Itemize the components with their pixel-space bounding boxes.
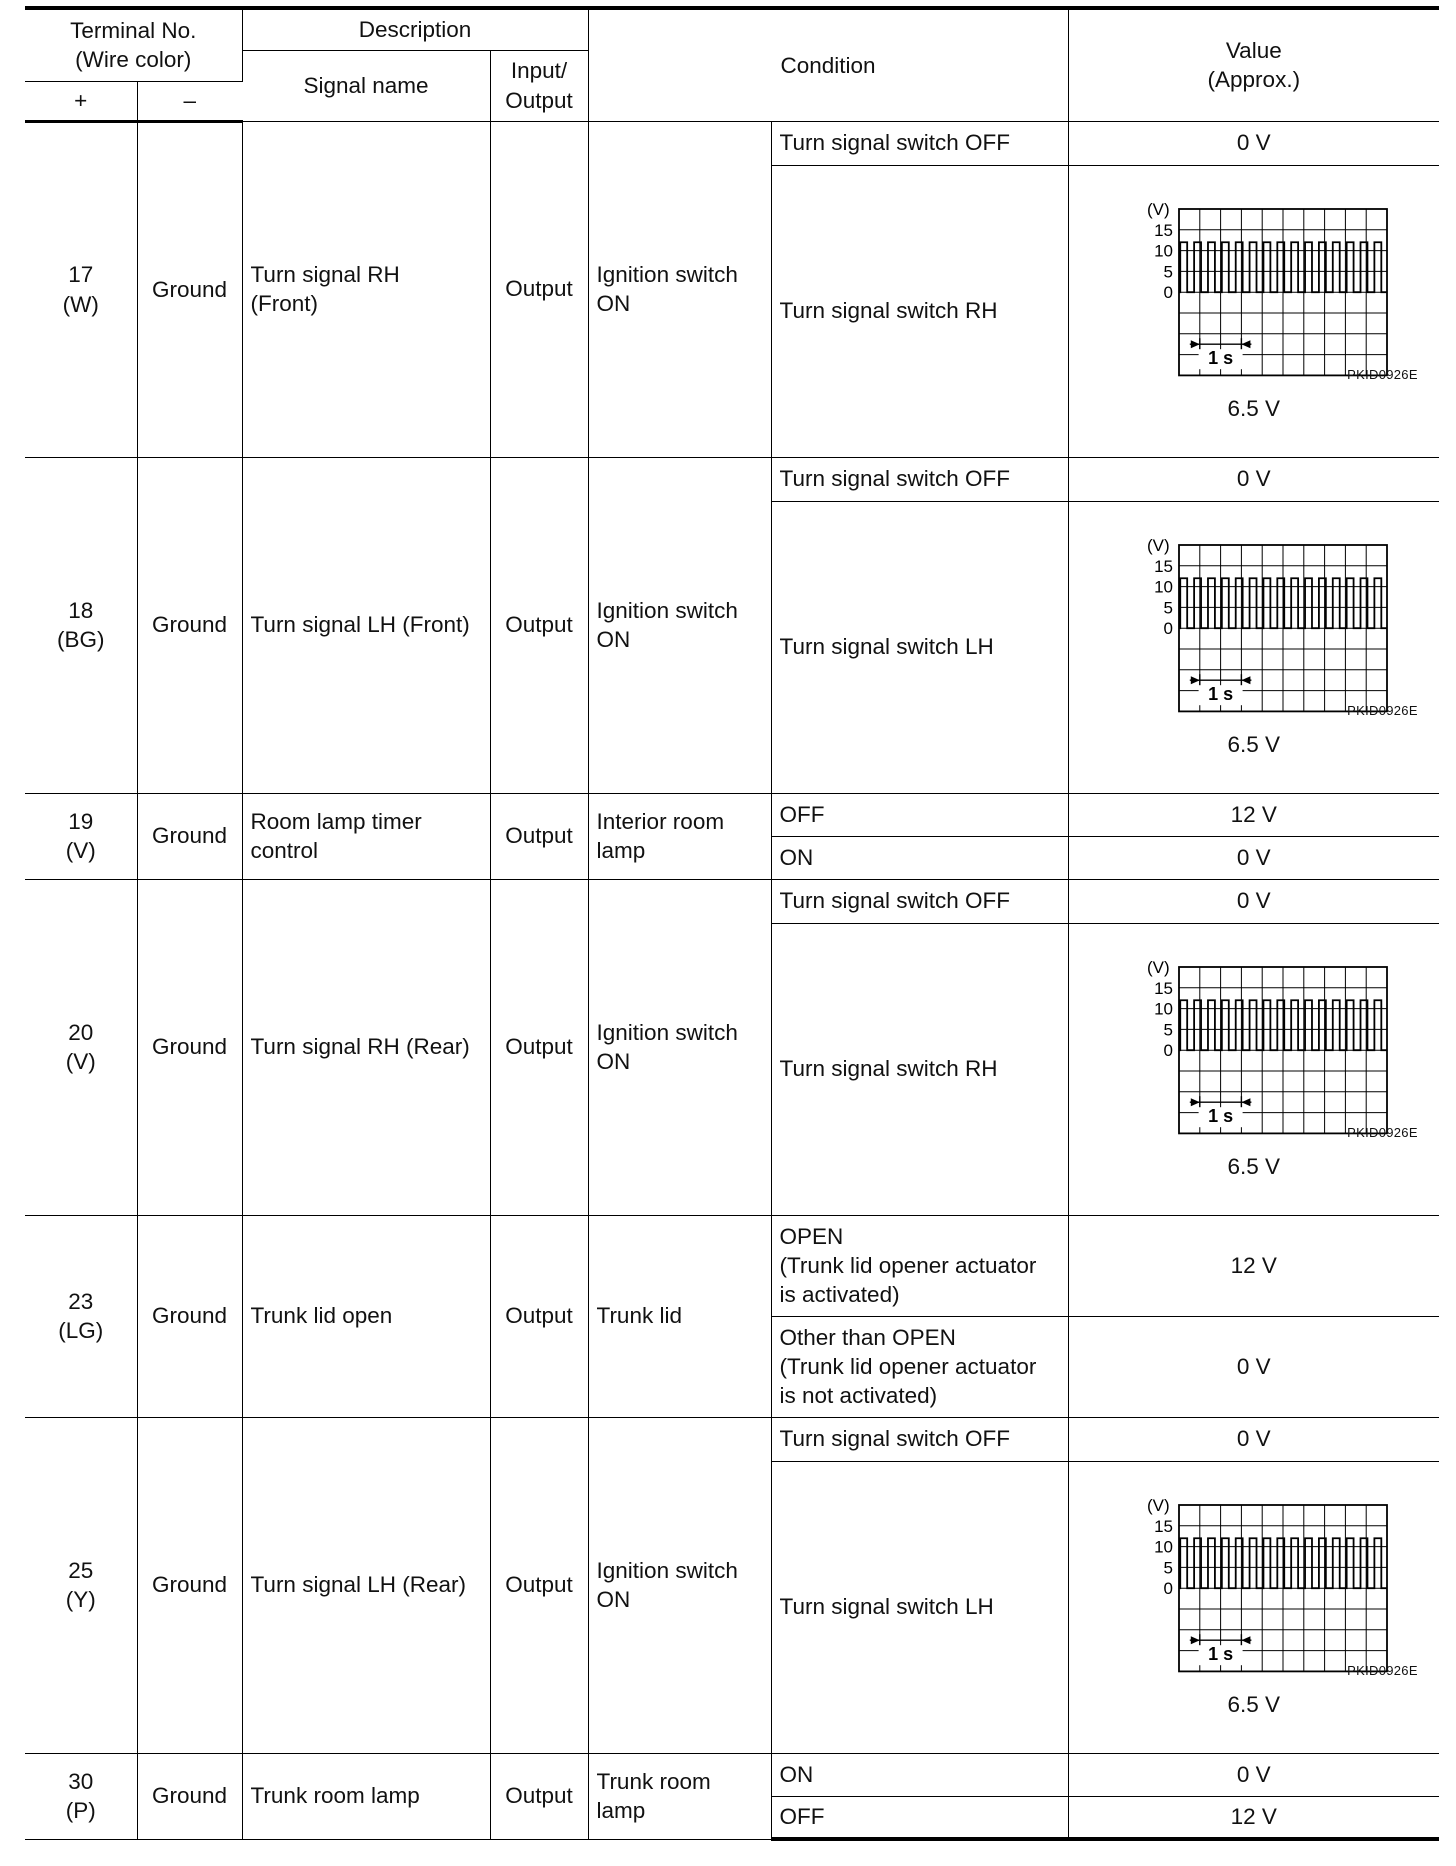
condition-detail: OFF	[771, 1796, 1068, 1839]
value-text: 6.5 V	[1227, 1691, 1281, 1717]
condition-main: Interior room lamp	[588, 793, 771, 879]
waveform-tick-label: 5	[1163, 1558, 1173, 1578]
value-text: 0 V	[1068, 1316, 1439, 1417]
condition-detail: Other than OPEN (Trunk lid opener actuator is not activated)	[771, 1316, 1068, 1417]
time-marker-arrow-right	[1241, 1636, 1250, 1644]
value-text: 12 V	[1068, 1796, 1439, 1839]
terminal-number: 18 (BG)	[25, 457, 137, 793]
waveform-figure	[1084, 535, 1424, 759]
condition-detail: Turn signal switch OFF	[771, 1417, 1068, 1461]
header-terminal-no: Terminal No. (Wire color)	[25, 8, 242, 81]
figure-code: PKID0926E	[1347, 702, 1418, 718]
condition-detail: ON	[771, 836, 1068, 879]
value-text: 12 V	[1068, 793, 1439, 836]
condition-detail: Turn signal switch OFF	[771, 457, 1068, 501]
waveform-unit: (V)	[1146, 957, 1170, 977]
time-marker-arrow-right	[1241, 340, 1250, 348]
waveform-unit: (V)	[1146, 1495, 1170, 1515]
waveform-figure	[1084, 199, 1424, 423]
time-marker-arrow-left	[1191, 676, 1200, 684]
condition-detail: Turn signal switch OFF	[771, 879, 1068, 923]
terminal-number: 25 (Y)	[25, 1417, 137, 1753]
signal-name: Turn signal LH (Front)	[242, 457, 490, 793]
signal-name: Room lamp timer control	[242, 793, 490, 879]
condition-detail: Turn signal switch LH	[771, 501, 1068, 793]
waveform-tick-label: 10	[1153, 577, 1173, 597]
waveform-tick-label: 5	[1163, 1020, 1173, 1040]
header-condition: Condition	[588, 8, 1068, 121]
waveform-cell	[1068, 1461, 1439, 1753]
waveform-tick-label: 10	[1153, 1537, 1173, 1557]
value-text: 0 V	[1068, 457, 1439, 501]
header-signal-name: Signal name	[242, 50, 490, 121]
time-scale-label: 1 s	[1207, 348, 1233, 369]
ground-terminal: Ground	[137, 1417, 242, 1753]
waveform-tick-label: 0	[1163, 619, 1173, 639]
condition-main: Ignition switch ON	[588, 1417, 771, 1753]
terminal-number: 23 (LG)	[25, 1215, 137, 1417]
signal-name: Trunk room lamp	[242, 1753, 490, 1839]
waveform-tick-label: 15	[1153, 220, 1173, 240]
time-scale-label: 1 s	[1207, 1106, 1233, 1127]
input-output: Output	[490, 457, 588, 793]
time-scale-label: 1 s	[1207, 684, 1233, 705]
value-text: 6.5 V	[1227, 1153, 1281, 1179]
waveform-chart	[1109, 957, 1399, 1137]
signal-name: Turn signal RH (Front)	[242, 121, 490, 457]
waveform-chart	[1109, 1495, 1399, 1675]
waveform-tick-label: 10	[1153, 241, 1173, 261]
value-text: 6.5 V	[1227, 395, 1281, 421]
waveform-cell	[1068, 501, 1439, 793]
document-page	[25, 6, 1439, 1856]
time-marker-arrow-right	[1241, 676, 1250, 684]
ground-terminal: Ground	[137, 793, 242, 879]
input-output: Output	[490, 1215, 588, 1417]
ground-terminal: Ground	[137, 879, 242, 1215]
waveform-figure	[1084, 1495, 1424, 1719]
value-text: 0 V	[1068, 879, 1439, 923]
terminal-number: 19 (V)	[25, 793, 137, 879]
table-row	[25, 1753, 1439, 1796]
table-row	[25, 121, 1439, 165]
input-output: Output	[490, 121, 588, 457]
input-output: Output	[490, 1753, 588, 1839]
ground-terminal: Ground	[137, 121, 242, 457]
time-marker-arrow-right	[1241, 1098, 1250, 1106]
condition-detail: Turn signal switch RH	[771, 165, 1068, 457]
waveform-tick-label: 15	[1153, 556, 1173, 576]
time-marker-arrow-left	[1191, 1098, 1200, 1106]
value-text: 0 V	[1068, 836, 1439, 879]
condition-main: Trunk lid	[588, 1215, 771, 1417]
condition-detail: OFF	[771, 793, 1068, 836]
waveform-chart	[1109, 199, 1399, 379]
condition-main: Trunk room lamp	[588, 1753, 771, 1839]
value-text: 6.5 V	[1227, 731, 1281, 757]
input-output: Output	[490, 879, 588, 1215]
signal-name: Turn signal RH (Rear)	[242, 879, 490, 1215]
table-row	[25, 879, 1439, 923]
figure-code: PKID0926E	[1347, 1662, 1418, 1678]
condition-main: Ignition switch ON	[588, 121, 771, 457]
waveform-cell	[1068, 923, 1439, 1215]
waveform-tick-label: 5	[1163, 262, 1173, 282]
waveform-unit: (V)	[1146, 535, 1170, 555]
terminal-number: 30 (P)	[25, 1753, 137, 1839]
condition-main: Ignition switch ON	[588, 457, 771, 793]
header-minus: –	[137, 81, 242, 121]
ground-terminal: Ground	[137, 457, 242, 793]
condition-detail: Turn signal switch OFF	[771, 121, 1068, 165]
signal-name: Trunk lid open	[242, 1215, 490, 1417]
value-text: 0 V	[1068, 1417, 1439, 1461]
terminal-number: 20 (V)	[25, 879, 137, 1215]
terminal-number: 17 (W)	[25, 121, 137, 457]
input-output: Output	[490, 793, 588, 879]
signal-name: Turn signal LH (Rear)	[242, 1417, 490, 1753]
time-scale-label: 1 s	[1207, 1644, 1233, 1665]
condition-detail: ON	[771, 1753, 1068, 1796]
waveform-tick-label: 5	[1163, 598, 1173, 618]
table-row	[25, 793, 1439, 836]
value-text: 12 V	[1068, 1215, 1439, 1316]
waveform-tick-label: 10	[1153, 999, 1173, 1019]
input-output: Output	[490, 1417, 588, 1753]
waveform-tick-label: 15	[1153, 978, 1173, 998]
value-text: 0 V	[1068, 1753, 1439, 1796]
waveform-cell	[1068, 165, 1439, 457]
table-row	[25, 1417, 1439, 1461]
condition-detail: OPEN (Trunk lid opener actuator is activated)	[771, 1215, 1068, 1316]
ground-terminal: Ground	[137, 1753, 242, 1839]
table-row	[25, 457, 1439, 501]
time-marker-arrow-left	[1191, 340, 1200, 348]
figure-code: PKID0926E	[1347, 366, 1418, 382]
waveform-tick-label: 0	[1163, 283, 1173, 303]
terminal-table	[25, 6, 1439, 1841]
header-description: Description	[242, 8, 588, 50]
waveform-figure	[1084, 957, 1424, 1181]
waveform-tick-label: 15	[1153, 1516, 1173, 1536]
header-plus: +	[25, 81, 137, 121]
waveform-unit: (V)	[1146, 199, 1170, 219]
waveform-tick-label: 0	[1163, 1041, 1173, 1061]
value-text: 0 V	[1068, 121, 1439, 165]
condition-detail: Turn signal switch RH	[771, 923, 1068, 1215]
time-marker-arrow-left	[1191, 1636, 1200, 1644]
condition-main: Ignition switch ON	[588, 879, 771, 1215]
condition-detail: Turn signal switch LH	[771, 1461, 1068, 1753]
waveform-tick-label: 0	[1163, 1579, 1173, 1599]
figure-code: PKID0926E	[1347, 1124, 1418, 1140]
header-value: Value (Approx.)	[1068, 8, 1439, 121]
waveform-chart	[1109, 535, 1399, 715]
header-input-output: Input/ Output	[490, 50, 588, 121]
ground-terminal: Ground	[137, 1215, 242, 1417]
table-row	[25, 1215, 1439, 1316]
